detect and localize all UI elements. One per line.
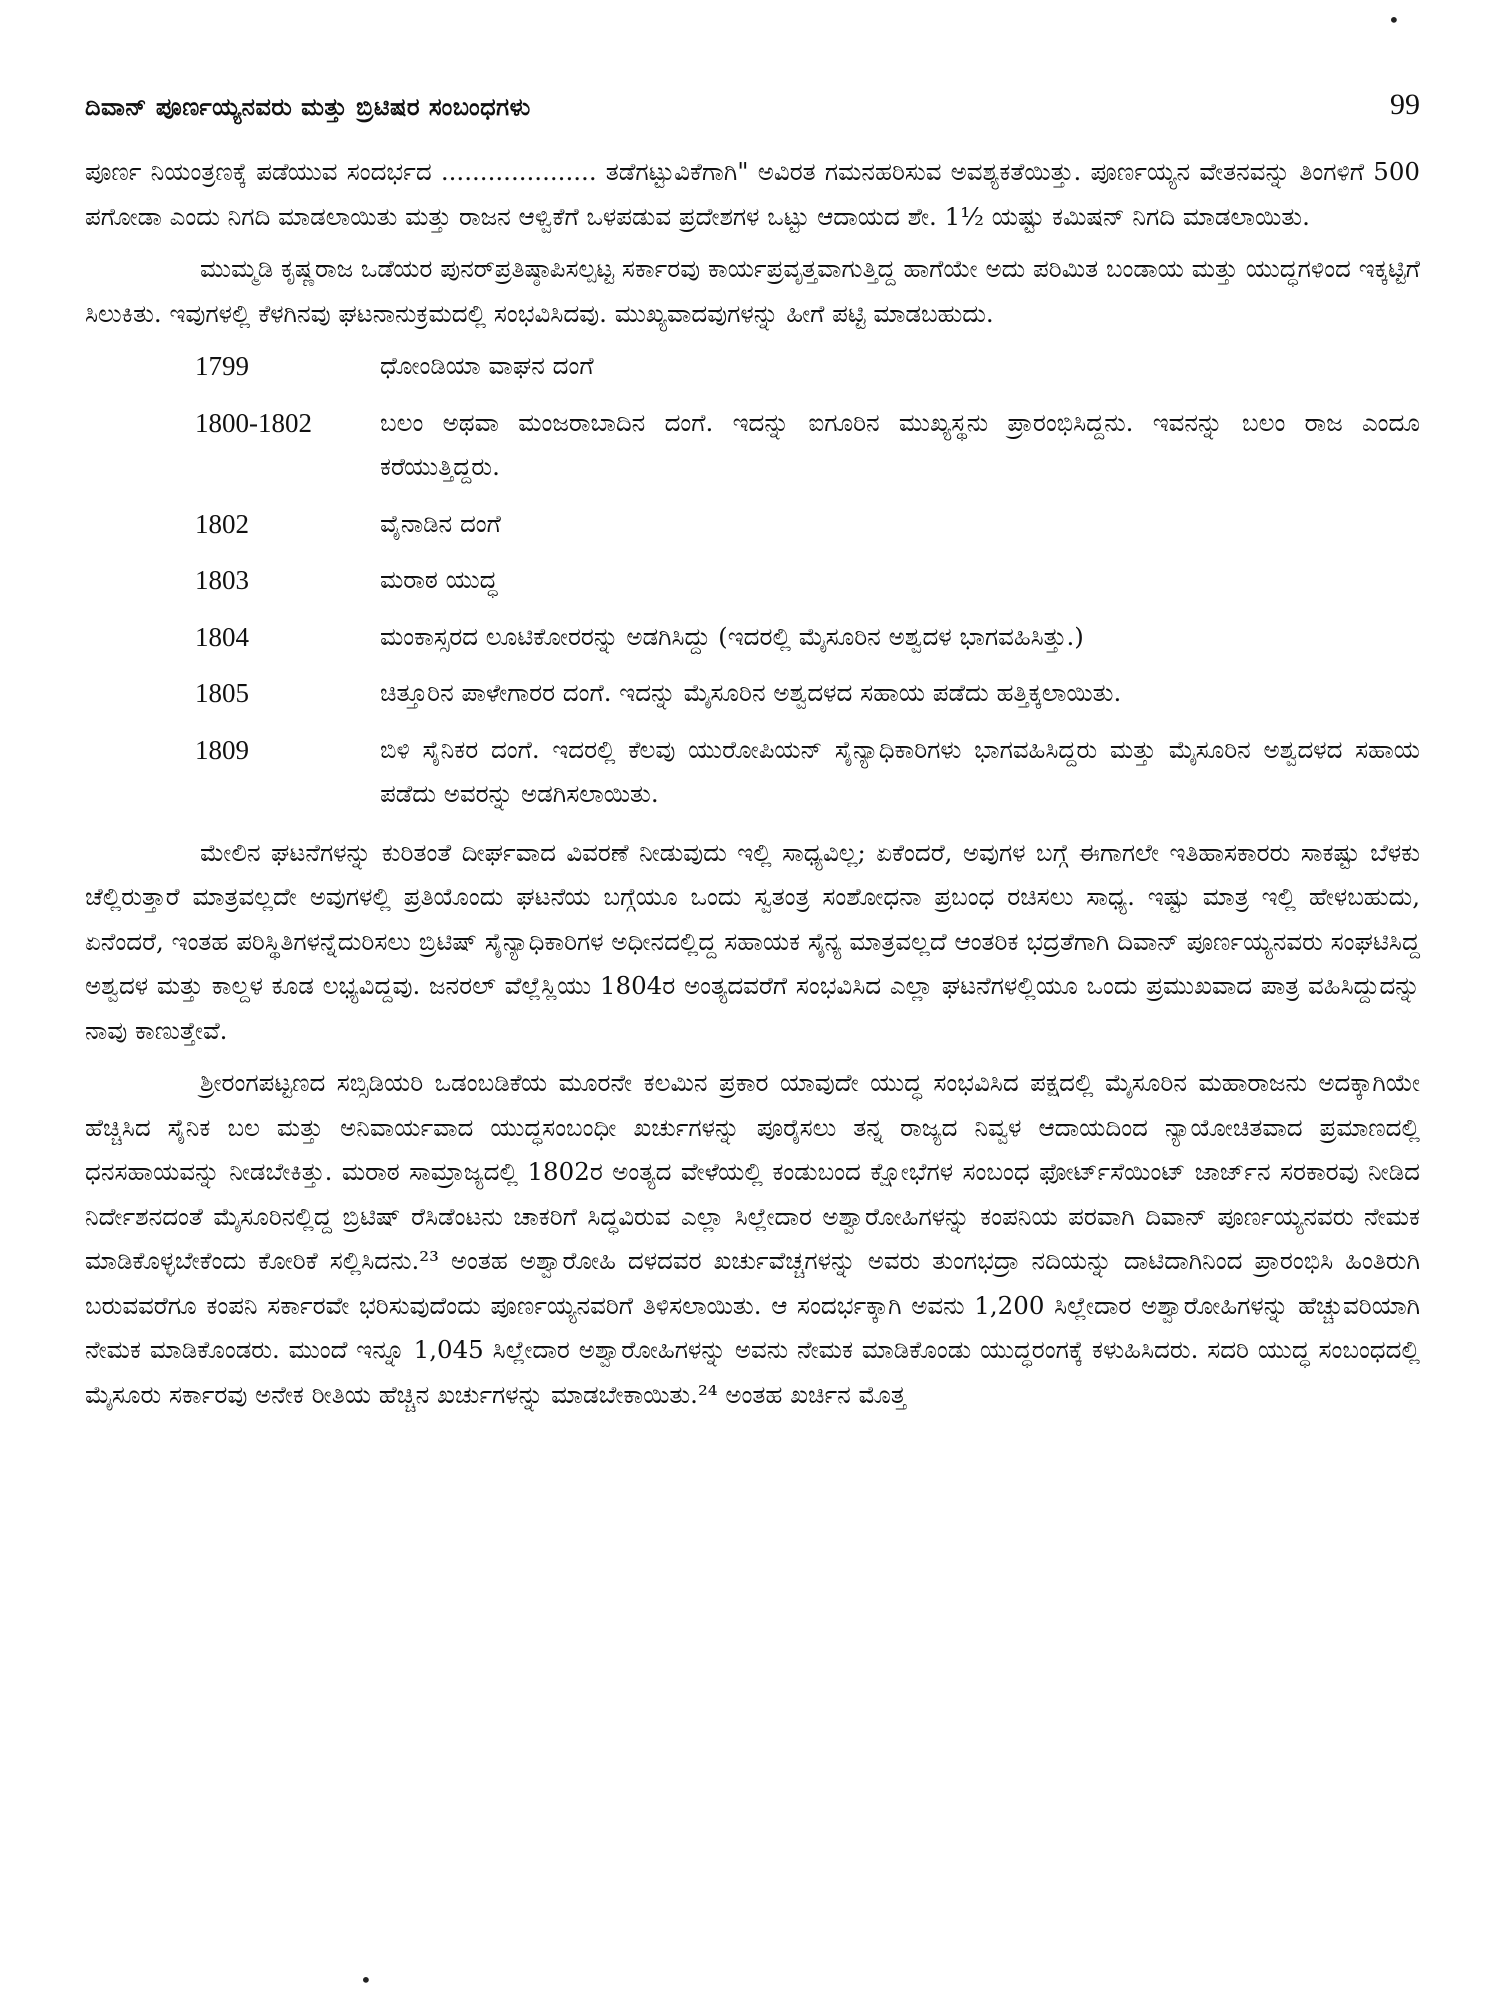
event-year: 1805 bbox=[195, 678, 249, 708]
event-text: ವೈನಾಡಿನ ದಂಗೆ bbox=[380, 508, 501, 538]
event-text: ಮಂಕಾಸ್ಸರದ ಲೂಟಿಕೋರರನ್ನು ಅಡಗಿಸಿದ್ದು (ಇದರಲ್ಲಿ ಮೈಸೂರಿನ ಅಶ್ವದಳ ಭಾಗವಹಿಸಿತ್ತು.) bbox=[380, 621, 1084, 651]
event-year: 1804 bbox=[195, 621, 249, 652]
event-item bbox=[195, 344, 1420, 389]
event-item bbox=[195, 728, 1420, 817]
paragraph-4: ಶ್ರೀರಂಗಪಟ್ಟಣದ ಸಬ್ಸಿಡಿಯರಿ ಒಡಂಬಡಿಕೆಯ ಮೂರನೇ ಕಲಮಿನ ಪ್ರಕಾರ ಯಾವುದೇ ಯುದ್ಧ ಸಂಭವಿಸಿದ ಪಕ್ಷದಲ್ಲಿ ಮೈಸೂರಿನ ಮಹಾರಾಜನು ಅದಕ್ಕಾಗಿಯೇ ಹೆಚ್ಚಿಸಿದ ಸೈನಿಕ ಬಲ ಮತ್ತು ಅನಿವಾರ್ಯವಾದ ಯುದ್ಧಸಂಬಂಧೀ ಖರ್ಚುಗಳನ್ನು ಪೂರೈಸಲು ತನ್ನ ರಾಜ್ಯದ ನಿವ್ವಳ ಆದಾಯದಿಂದ ನ್ಯಾಯೋಚಿತವಾದ ಪ್ರಮಾಣದಲ್ಲಿ ಧನಸಹಾಯವನ್ನು ನೀಡಬೇಕಿತ್ತು. ಮರಾಠ ಸಾಮ್ರಾಜ್ಯದಲ್ಲಿ 1802ರ ಅಂತ್ಯದ ವೇಳೆಯಲ್ಲಿ ಕಂಡುಬಂದ ಕ್ಷೋಭೆಗಳ ಸಂಬಂಧ ಫೋರ್ಟ್‌ಸೆಯಿಂಟ್ ಜಾರ್ಜ್‌ನ ಸರಕಾರವು ನೀಡಿದ ನಿರ್ದೇಶನದಂತೆ ಮೈಸೂರಿನಲ್ಲಿದ್ದ ಬ್ರಿಟಿಷ್ ರೆಸಿಡೆಂಟನು ಚಾಕರಿಗೆ ಸಿದ್ಧವಿರುವ ಎಲ್ಲಾ ಸಿಲ್ಲೇದಾರ ಅಶ್ವಾರೋಹಿಗಳನ್ನು ಕಂಪನಿಯ ಪರವಾಗಿ ದಿವಾನ್ ಪೂರ್ಣಯ್ಯನವರು ನೇಮಕ ಮಾಡಿಕೊಳ್ಳಬೇಕೆಂದು ಕೋರಿಕೆ ಸಲ್ಲಿಸಿದನು.²³ ಅಂತಹ ಅಶ್ವಾರೋಹಿ ದಳದವರ ಖರ್ಚುವೆಚ್ಚಗಳನ್ನು ಅವರು ತುಂಗಭದ್ರಾ ನದಿಯನ್ನು ದಾಟಿದಾಗಿನಿಂದ ಪ್ರಾರಂಭಿಸಿ ಹಿಂತಿರುಗಿ ಬರುವವರೆಗೂ ಕಂಪನಿ ಸರ್ಕಾರವೇ ಭರಿಸುವುದೆಂದು ಪೂರ್ಣಯ್ಯನವರಿಗೆ ತಿಳಿಸಲಾಯಿತು. ಆ ಸಂದರ್ಭಕ್ಕಾಗಿ ಅವನು 1,200 ಸಿಲ್ಲೇದಾರ ಅಶ್ವಾರೋಹಿಗಳನ್ನು ಹೆಚ್ಚುವರಿಯಾಗಿ ನೇಮಕ ಮಾಡಿಕೊಂಡರು. ಮುಂದೆ ಇನ್ನೂ 1,045 ಸಿಲ್ಲೇದಾರ ಅಶ್ವಾರೋಹಿಗಳನ್ನು ಅವನು ನೇಮಕ ಮಾಡಿಕೊಂಡು ಯುದ್ಧರಂಗಕ್ಕೆ ಕಳುಹಿಸಿದರು. ಸದರಿ ಯುದ್ಧ ಸಂಬಂಧದಲ್ಲಿ ಮೈಸೂರು ಸರ್ಕಾರವು ಅನೇಕ ರೀತಿಯ ಹೆಚ್ಚಿನ ಖರ್ಚುಗಳನ್ನು ಮಾಡಬೇಕಾಯಿತು.²⁴ ಅಂತಹ ಖರ್ಚಿನ ಮೊತ್ತ bbox=[85, 1068, 1420, 1409]
print-speck: • bbox=[1388, 8, 1400, 32]
body-text bbox=[85, 150, 1420, 1425]
event-year: 1803 bbox=[195, 565, 249, 595]
event-year: 1809 bbox=[195, 734, 249, 765]
event-year: 1799 bbox=[195, 351, 249, 381]
event-year: 1802 bbox=[195, 508, 249, 539]
event-text: ಬಿಳಿ ಸೈನಿಕರ ದಂಗೆ. ಇದರಲ್ಲಿ ಕೆಲವು ಯುರೋಪಿಯನ್ ಸೈನ್ಯಾಧಿಕಾರಿಗಳು ಭಾಗವಹಿಸಿದ್ದರು ಮತ್ತು ಮೈಸೂರಿನ ಅಶ್ವದಳದ ಸಹಾಯ ಪಡೆದು ಅವರನ್ನು ಅಡಗಿಸಲಾಯಿತು. bbox=[380, 734, 1420, 808]
event-year: 1800-1802 bbox=[195, 407, 312, 438]
paragraph-2: ಮುಮ್ಮಡಿ ಕೃಷ್ಣರಾಜ ಒಡೆಯರ ಪುನರ್‌ಪ್ರತಿಷ್ಠಾಪಿಸಲ್ಪಟ್ಟ ಸರ್ಕಾರವು ಕಾರ್ಯಪ್ರವೃತ್ತವಾಗುತ್ತಿದ್ದ ಹಾಗೆಯೇ ಅದು ಪರಿಮಿತ ಬಂಡಾಯ ಮತ್ತು ಯುದ್ಧಗಳಿಂದ ಇಕ್ಕಟ್ಟಿಗೆ ಸಿಲುಕಿತು. ಇವುಗಳಲ್ಲಿ ಕೆಳಗಿನವು ಘಟನಾನುಕ್ರಮದಲ್ಲಿ ಸಂಭವಿಸಿದವು. ಮುಖ್ಯವಾದವುಗಳನ್ನು ಹೀಗೆ ಪಟ್ಟಿ ಮಾಡಬಹುದು. bbox=[85, 254, 1420, 328]
event-item bbox=[195, 502, 1420, 547]
paragraph-1: ಪೂರ್ಣ ನಿಯಂತ್ರಣಕ್ಕೆ ಪಡೆಯುವ ಸಂದರ್ಭದ .................... ತಡೆಗಟ್ಟುವಿಕೆಗಾಗಿ" ಅವಿರತ ಗಮನಹರಿಸುವ ಅವಶ್ಯಕತೆಯಿತ್ತು. ಪೂರ್ಣಯ್ಯನ ವೇತನವನ್ನು ತಿಂಗಳಿಗೆ 500 ಪಗೋಡಾ ಎಂದು ನಿಗದಿ ಮಾಡಲಾಯಿತು ಮತ್ತು ರಾಜನ ಆಳ್ವಿಕೆಗೆ ಒಳಪಡುವ ಪ್ರದೇಶಗಳ ಒಟ್ಟು ಆದಾಯದ ಶೇ. 1½ ಯಷ್ಟು ಕಮಿಷನ್ ನಿಗದಿ ಮಾಡಲಾಯಿತು. bbox=[85, 157, 1420, 231]
event-text: ಮರಾಠ ಯುದ್ಧ bbox=[380, 565, 498, 594]
event-list bbox=[195, 344, 1420, 817]
event-item bbox=[195, 671, 1420, 716]
event-item bbox=[195, 558, 1420, 603]
event-item bbox=[195, 401, 1420, 490]
paragraph-3: ಮೇಲಿನ ಘಟನೆಗಳನ್ನು ಕುರಿತಂತೆ ದೀರ್ಘವಾದ ವಿವರಣೆ ನೀಡುವುದು ಇಲ್ಲಿ ಸಾಧ್ಯವಿಲ್ಲ; ಏಕೆಂದರೆ, ಅವುಗಳ ಬಗ್ಗೆ ಈಗಾಗಲೇ ಇತಿಹಾಸಕಾರರು ಸಾಕಷ್ಟು ಬೆಳಕು ಚೆಲ್ಲಿರುತ್ತಾರೆ ಮಾತ್ರವಲ್ಲದೇ ಅವುಗಳಲ್ಲಿ ಪ್ರತಿಯೊಂದು ಘಟನೆಯ ಬಗ್ಗೆಯೂ ಒಂದು ಸ್ವತಂತ್ರ ಸಂಶೋಧನಾ ಪ್ರಬಂಧ ರಚಿಸಲು ಸಾಧ್ಯ. ಇಷ್ಟು ಮಾತ್ರ ಇಲ್ಲಿ ಹೇಳಬಹುದು, ಏನೆಂದರೆ, ಇಂತಹ ಪರಿಸ್ಥಿತಿಗಳನ್ನೆದುರಿಸಲು ಬ್ರಿಟಿಷ್ ಸೈನ್ಯಾಧಿಕಾರಿಗಳ ಅಧೀನದಲ್ಲಿದ್ದ ಸಹಾಯಕ ಸೈನ್ಯ ಮಾತ್ರವಲ್ಲದೆ ಆಂತರಿಕ ಭದ್ರತೆಗಾಗಿ ದಿವಾನ್ ಪೂರ್ಣಯ್ಯನವರು ಸಂಘಟಿಸಿದ್ದ ಅಶ್ವದಳ ಮತ್ತು ಕಾಲ್ದಳ ಕೂಡ ಲಭ್ಯವಿದ್ದವು. ಜನರಲ್ ವೆಲ್ಲೆಸ್ಲಿಯು 1804ರ ಅಂತ್ಯದವರೆಗೆ ಸಂಭವಿಸಿದ ಎಲ್ಲಾ ಘಟನೆಗಳಲ್ಲಿಯೂ ಒಂದು ಪ್ರಮುಖವಾದ ಪಾತ್ರ ವಹಿಸಿದ್ದುದನ್ನು ನಾವು ಕಾಣುತ್ತೇವೆ. bbox=[85, 837, 1420, 1045]
event-text: ಬಲಂ ಅಥವಾ ಮಂಜರಾಬಾದಿನ ದಂಗೆ. ಇದನ್ನು ಐಗೂರಿನ ಮುಖ್ಯಸ್ಥನು ಪ್ರಾರಂಭಿಸಿದ್ದನು. ಇವನನ್ನು ಬಲಂ ರಾಜ ಎಂದೂ ಕರೆಯುತ್ತಿದ್ದರು. bbox=[380, 407, 1420, 481]
running-header bbox=[85, 88, 1420, 132]
event-item bbox=[195, 615, 1420, 660]
event-text: ಚಿತ್ತೂರಿನ ಪಾಳೇಗಾರರ ದಂಗೆ. ಇದನ್ನು ಮೈಸೂರಿನ ಅಶ್ವದಳದ ಸಹಾಯ ಪಡೆದು ಹತ್ತಿಕ್ಕಲಾಯಿತು. bbox=[380, 678, 1122, 707]
running-title: ದಿವಾನ್ ಪೂರ್ಣಯ್ಯನವರು ಮತ್ತು ಬ್ರಿಟಿಷರ ಸಂಬಂಧಗಳು bbox=[85, 92, 531, 121]
page-number: 99 bbox=[1390, 88, 1420, 121]
event-text: ಧೋಂಡಿಯಾ ವಾಘನ ದಂಗೆ bbox=[380, 351, 594, 380]
book-page bbox=[85, 0, 1420, 2000]
print-speck: • bbox=[360, 1968, 372, 1992]
